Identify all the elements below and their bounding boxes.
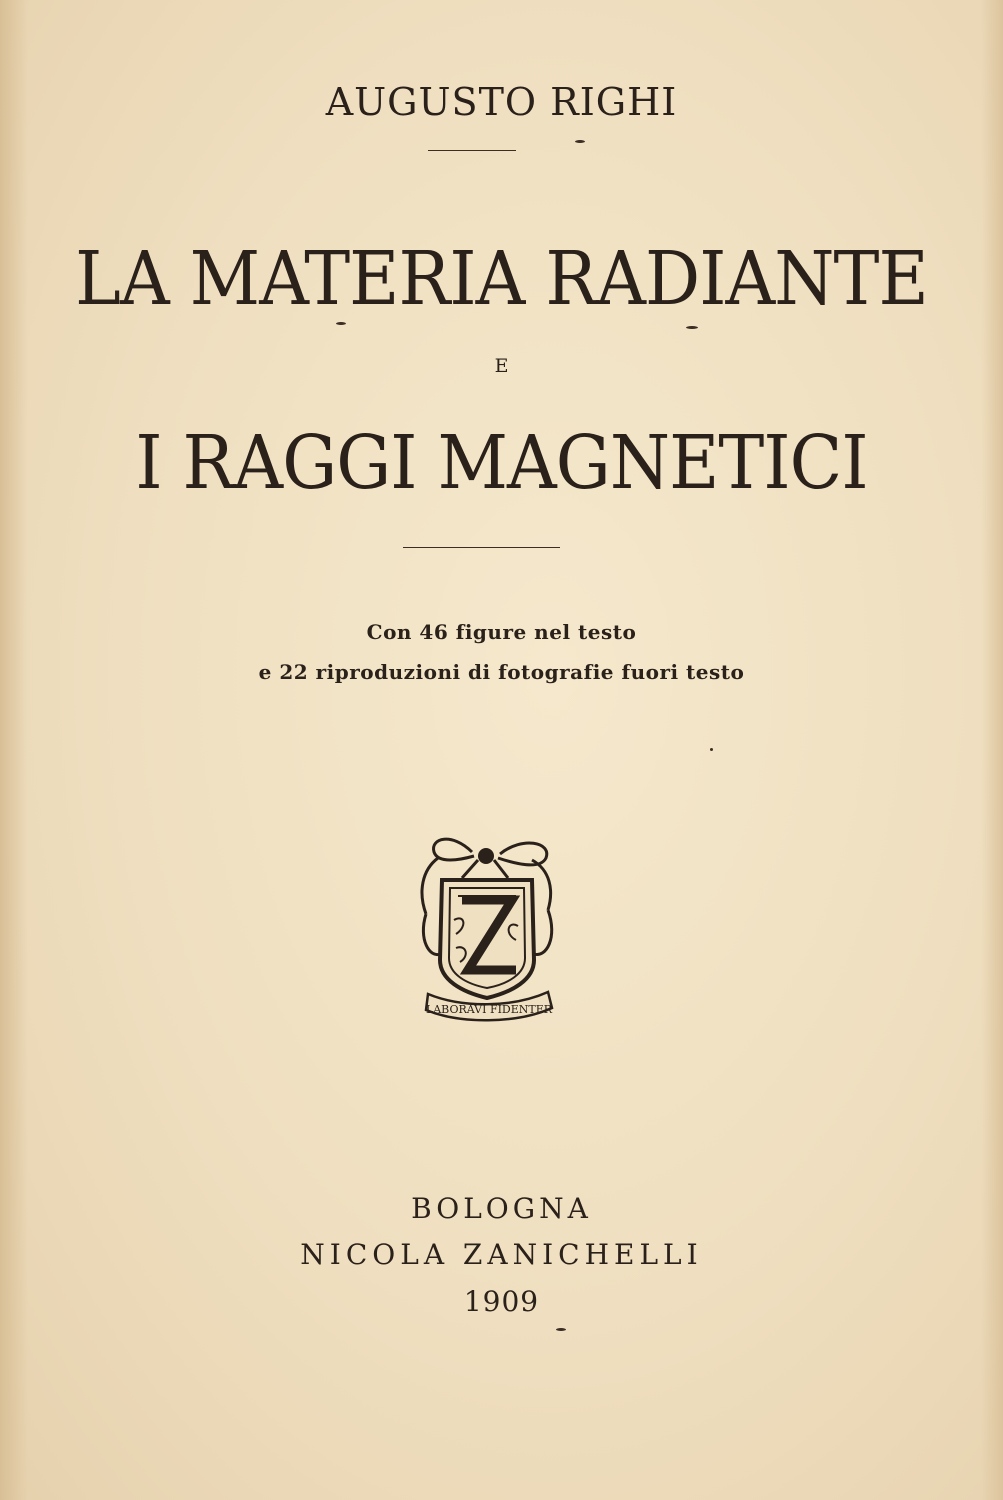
title-line-1: LA MATERIA RADIANTE bbox=[75, 236, 928, 322]
subtitle-line-2: e 22 riproduzioni di fotografie fuori testo bbox=[258, 660, 745, 684]
title-divider bbox=[403, 547, 560, 548]
ink-speck bbox=[336, 322, 346, 325]
ink-speck bbox=[575, 140, 585, 143]
subtitle-line-1: Con 46 figure nel testo bbox=[366, 620, 637, 644]
title-conjunction: E bbox=[494, 355, 509, 377]
imprint-publisher: NICOLA ZANICHELLI bbox=[300, 1238, 703, 1271]
author-divider bbox=[428, 150, 516, 151]
emblem-motto: LABORAVI FIDENTER bbox=[425, 1003, 553, 1016]
ink-speck bbox=[710, 748, 713, 751]
imprint-year: 1909 bbox=[463, 1285, 540, 1318]
publisher-emblem-icon bbox=[412, 830, 562, 1025]
title-line-2: I RAGGI MAGNETICI bbox=[135, 420, 868, 506]
author-name: AUGUSTO RIGHI bbox=[325, 80, 678, 124]
imprint-city: BOLOGNA bbox=[411, 1192, 592, 1225]
ink-speck bbox=[556, 1328, 566, 1331]
ink-speck bbox=[686, 326, 698, 329]
